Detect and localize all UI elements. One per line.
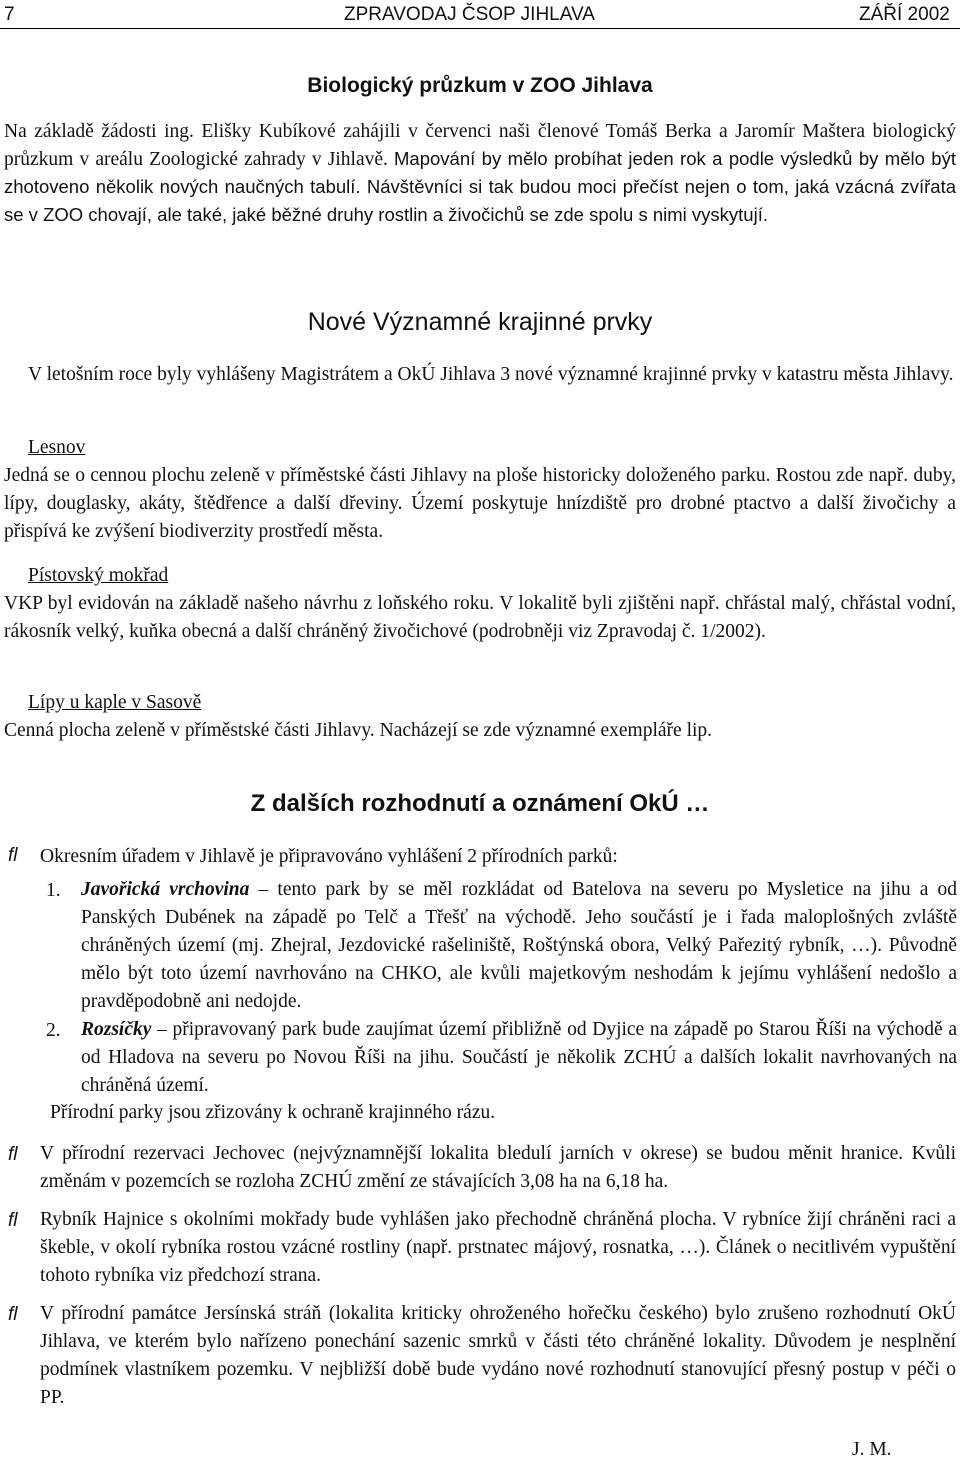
page-number: 7	[4, 4, 15, 25]
item-jersinska: V přírodní památce Jersínská stráň (lokalita kriticky ohroženého hořečku českého) bylo zrušeno rozhodnutí OkÚ Jihlava, ve kterém bylo nařízeno ponechání sazenic smrků v části této chráněné lokality. Důvodem je nesplnění podmínek vlastníkem pozemku. V nejbližší době bude vydáno nové rozhodnutí stanovující přesný postup v péči o PP.	[40, 1303, 956, 1408]
newsletter-title: ZPRAVODAJ ČSOP JIHLAVA	[344, 4, 595, 25]
park-number: 2.	[46, 1020, 61, 1041]
vkp-heading-sasov: Lípy u kaple v Sasově	[28, 692, 202, 713]
article-title-zoo: Biologický průzkum v ZOO Jihlava	[307, 74, 653, 97]
park-rozsicky	[81, 1016, 957, 1100]
vkp-section-lesnov	[4, 434, 956, 546]
park-text: – připravovaný park bude zaujímat území přibližně od Dyjice na západě po Starou Říši na východě a od Hladova na severu po Novou Říši na jihu. Součástí je několik ZCHÚ a dalších lokalit navrhovaných na chráněná území.	[81, 1019, 957, 1096]
issue-date: ZÁŘÍ 2002	[859, 4, 950, 25]
article-title-okuu: Z dalších rozhodnutí a oznámení OkÚ …	[250, 790, 710, 817]
vkp-section-sasov	[4, 689, 956, 745]
park-name: Javořická vrchovina	[81, 879, 250, 900]
bullet-icon: fl	[8, 1304, 18, 1325]
article-vkp-intro: V letošním roce byly vyhlášeny Magistrátem a OkÚ Jihlava 3 nové významné krajinné prvky v katastru města Jihlavy.	[28, 364, 954, 385]
vkp-section-pistov	[4, 562, 956, 646]
park-javoricka	[81, 876, 957, 1016]
item-parks-intro: Okresním úřadem v Jihlavě je připravováno vyhlášení 2 přírodních parků:	[40, 846, 618, 867]
author-signature: J. M.	[852, 1439, 892, 1460]
park-text: – tento park by se měl rozkládat od Batelova na severu po Mysletice na jihu a od Panských Dubének na západě po Telč a Třešť na východě. Jeho součástí je i řada maloplošných zvláště chráněných území (mj. Zhejral, Jezdovické rašeliniště, Roštýnská obora, Velký Pařezitý rybník, …). Původně mělo být toto území navrhováno na CHKO, ale kvůli majetkovým neshodám k jejímu vyhlášení nedošlo a pravděpodobně ani nedojde.	[81, 879, 957, 1012]
article-title-vkp: Nové Významné krajinné prvky	[307, 308, 653, 336]
bullet-icon: fl	[8, 845, 18, 866]
parks-note: Přírodní parky jsou zřizovány k ochraně krajinného rázu.	[50, 1102, 496, 1123]
article-zoo-text-sans: Mapování by mělo probíhat jeden rok a podle výsledků by mělo být zhotoveno několik nových naučných tabulí. Návštěvníci si tak budou moci přečíst nejen o tom, jaká vzácná zvířata se v ZOO chovají, ale také, jaké běžné druhy rostlin a živočichů se zde spolu s nimi vyskytují.	[4, 148, 956, 225]
vkp-text-lesnov: Jedná se o cennou plochu zeleně v příměstské části Jihlavy na ploše historicky doloženého parku. Rostou zde např. duby, lípy, douglasky, akáty, štědřence a další dřeviny. Území poskytuje hnízdiště pro drobné ptactvo a další živočichy a přispívá ke zvýšení biodiverzity prostředí města.	[4, 465, 956, 542]
bullet-icon: fl	[8, 1144, 18, 1165]
vkp-heading-pistov: Pístovský mokřad	[28, 565, 169, 586]
bullet-icon: fl	[8, 1210, 18, 1231]
park-number: 1.	[46, 880, 61, 901]
park-name: Rozsíčky	[81, 1019, 152, 1040]
article-zoo-body	[4, 118, 956, 230]
item-hajnice: Rybník Hajnice s okolními mokřady bude vyhlášen jako přechodně chráněná plocha. V rybníce žijí chráněni raci a škeble, v okolí rybníka rostou vzácné rostliny (např. prstnatec májový, rosnatka, …). Článek o necitlivém vypuštění tohoto rybníka viz předchozí strana.	[40, 1209, 956, 1286]
item-jechovec: V přírodní rezervaci Jechovec (nejvýznamnější lokalita bledulí jarních v okrese) se budou měnit hranice. Kvůli změnám v pozemcích se rozloha ZCHÚ změní ze stávajících 3,08 ha na 6,18 ha.	[40, 1143, 956, 1192]
vkp-text-sasov: Cenná plocha zeleně v příměstské části Jihlavy. Nacházejí se zde významné exempláře lip.	[4, 720, 713, 741]
page-header	[0, 2, 960, 29]
vkp-text-pistov: VKP byl evidován na základě našeho návrhu z loňského roku. V lokalitě byli zjištěni např. chřástal malý, chřástal vodní, rákosník velký, kuňka obecná a další chráněný živočichové (podrobněji viz Zpravodaj č. 1/2002).	[4, 593, 956, 642]
article-zoo-text-serif: Na základě žádosti ing. Elišky Kubíkové zahájili v červenci naši členové Tomáš Berka a Jaromír Maštera biologický průzkum v areálu Zoologické zahrady v Jihlavě.	[4, 121, 956, 170]
vkp-heading-lesnov: Lesnov	[28, 437, 86, 458]
